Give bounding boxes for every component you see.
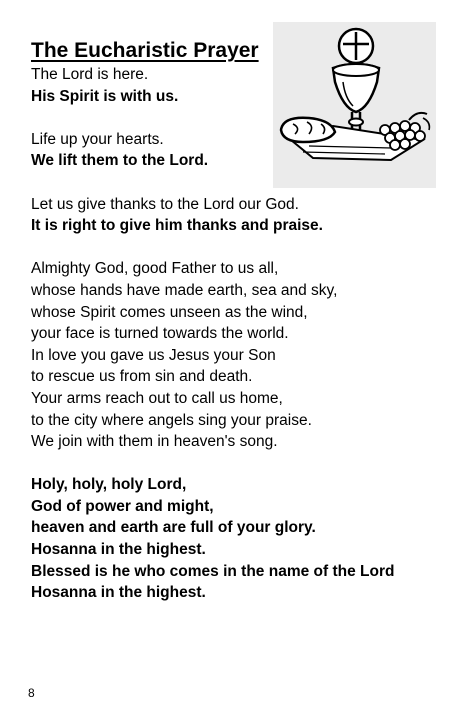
sanctus-line: Blessed is he who comes in the name of the Lord [31, 562, 395, 580]
sanctus-line: Hosanna in the highest. [31, 584, 206, 602]
dialogue-call-3: Let us give thanks to the Lord our God. [31, 195, 299, 213]
page-number: 8 [28, 686, 35, 700]
preface-line: Almighty God, good Father to us all, [31, 260, 279, 278]
sanctus-line: Holy, holy, holy Lord, [31, 476, 187, 494]
preface-line: to the city where angels sing your praise. [31, 411, 312, 429]
dialogue-response-1: His Spirit is with us. [31, 87, 179, 105]
preface-line: to rescue us from sin and death. [31, 368, 253, 386]
sanctus-line: heaven and earth are full of your glory. [31, 519, 316, 537]
dialogue-call-1: The Lord is here. [31, 66, 149, 83]
preface-line: whose Spirit comes unseen as the wind, [31, 303, 308, 321]
preface-line: We join with them in heaven's song. [31, 433, 278, 451]
page-title: The Eucharistic Prayer [31, 39, 259, 62]
sanctus-line: God of power and might, [31, 497, 214, 515]
preface-line: Your arms reach out to call us home, [31, 389, 283, 407]
dialogue-response-3: It is right to give him thanks and praise. [31, 217, 323, 235]
preface-line: your face is turned towards the world. [31, 325, 289, 343]
dialogue-call-2: Life up your hearts. [31, 130, 164, 148]
preface-line: whose hands have made earth, sea and sky, [31, 281, 338, 299]
dialogue-response-2: We lift them to the Lord. [31, 152, 209, 170]
sanctus-line: Hosanna in the highest. [31, 541, 206, 559]
preface-line: In love you gave us Jesus your Son [31, 346, 276, 364]
liturgy-text [31, 64, 451, 604]
